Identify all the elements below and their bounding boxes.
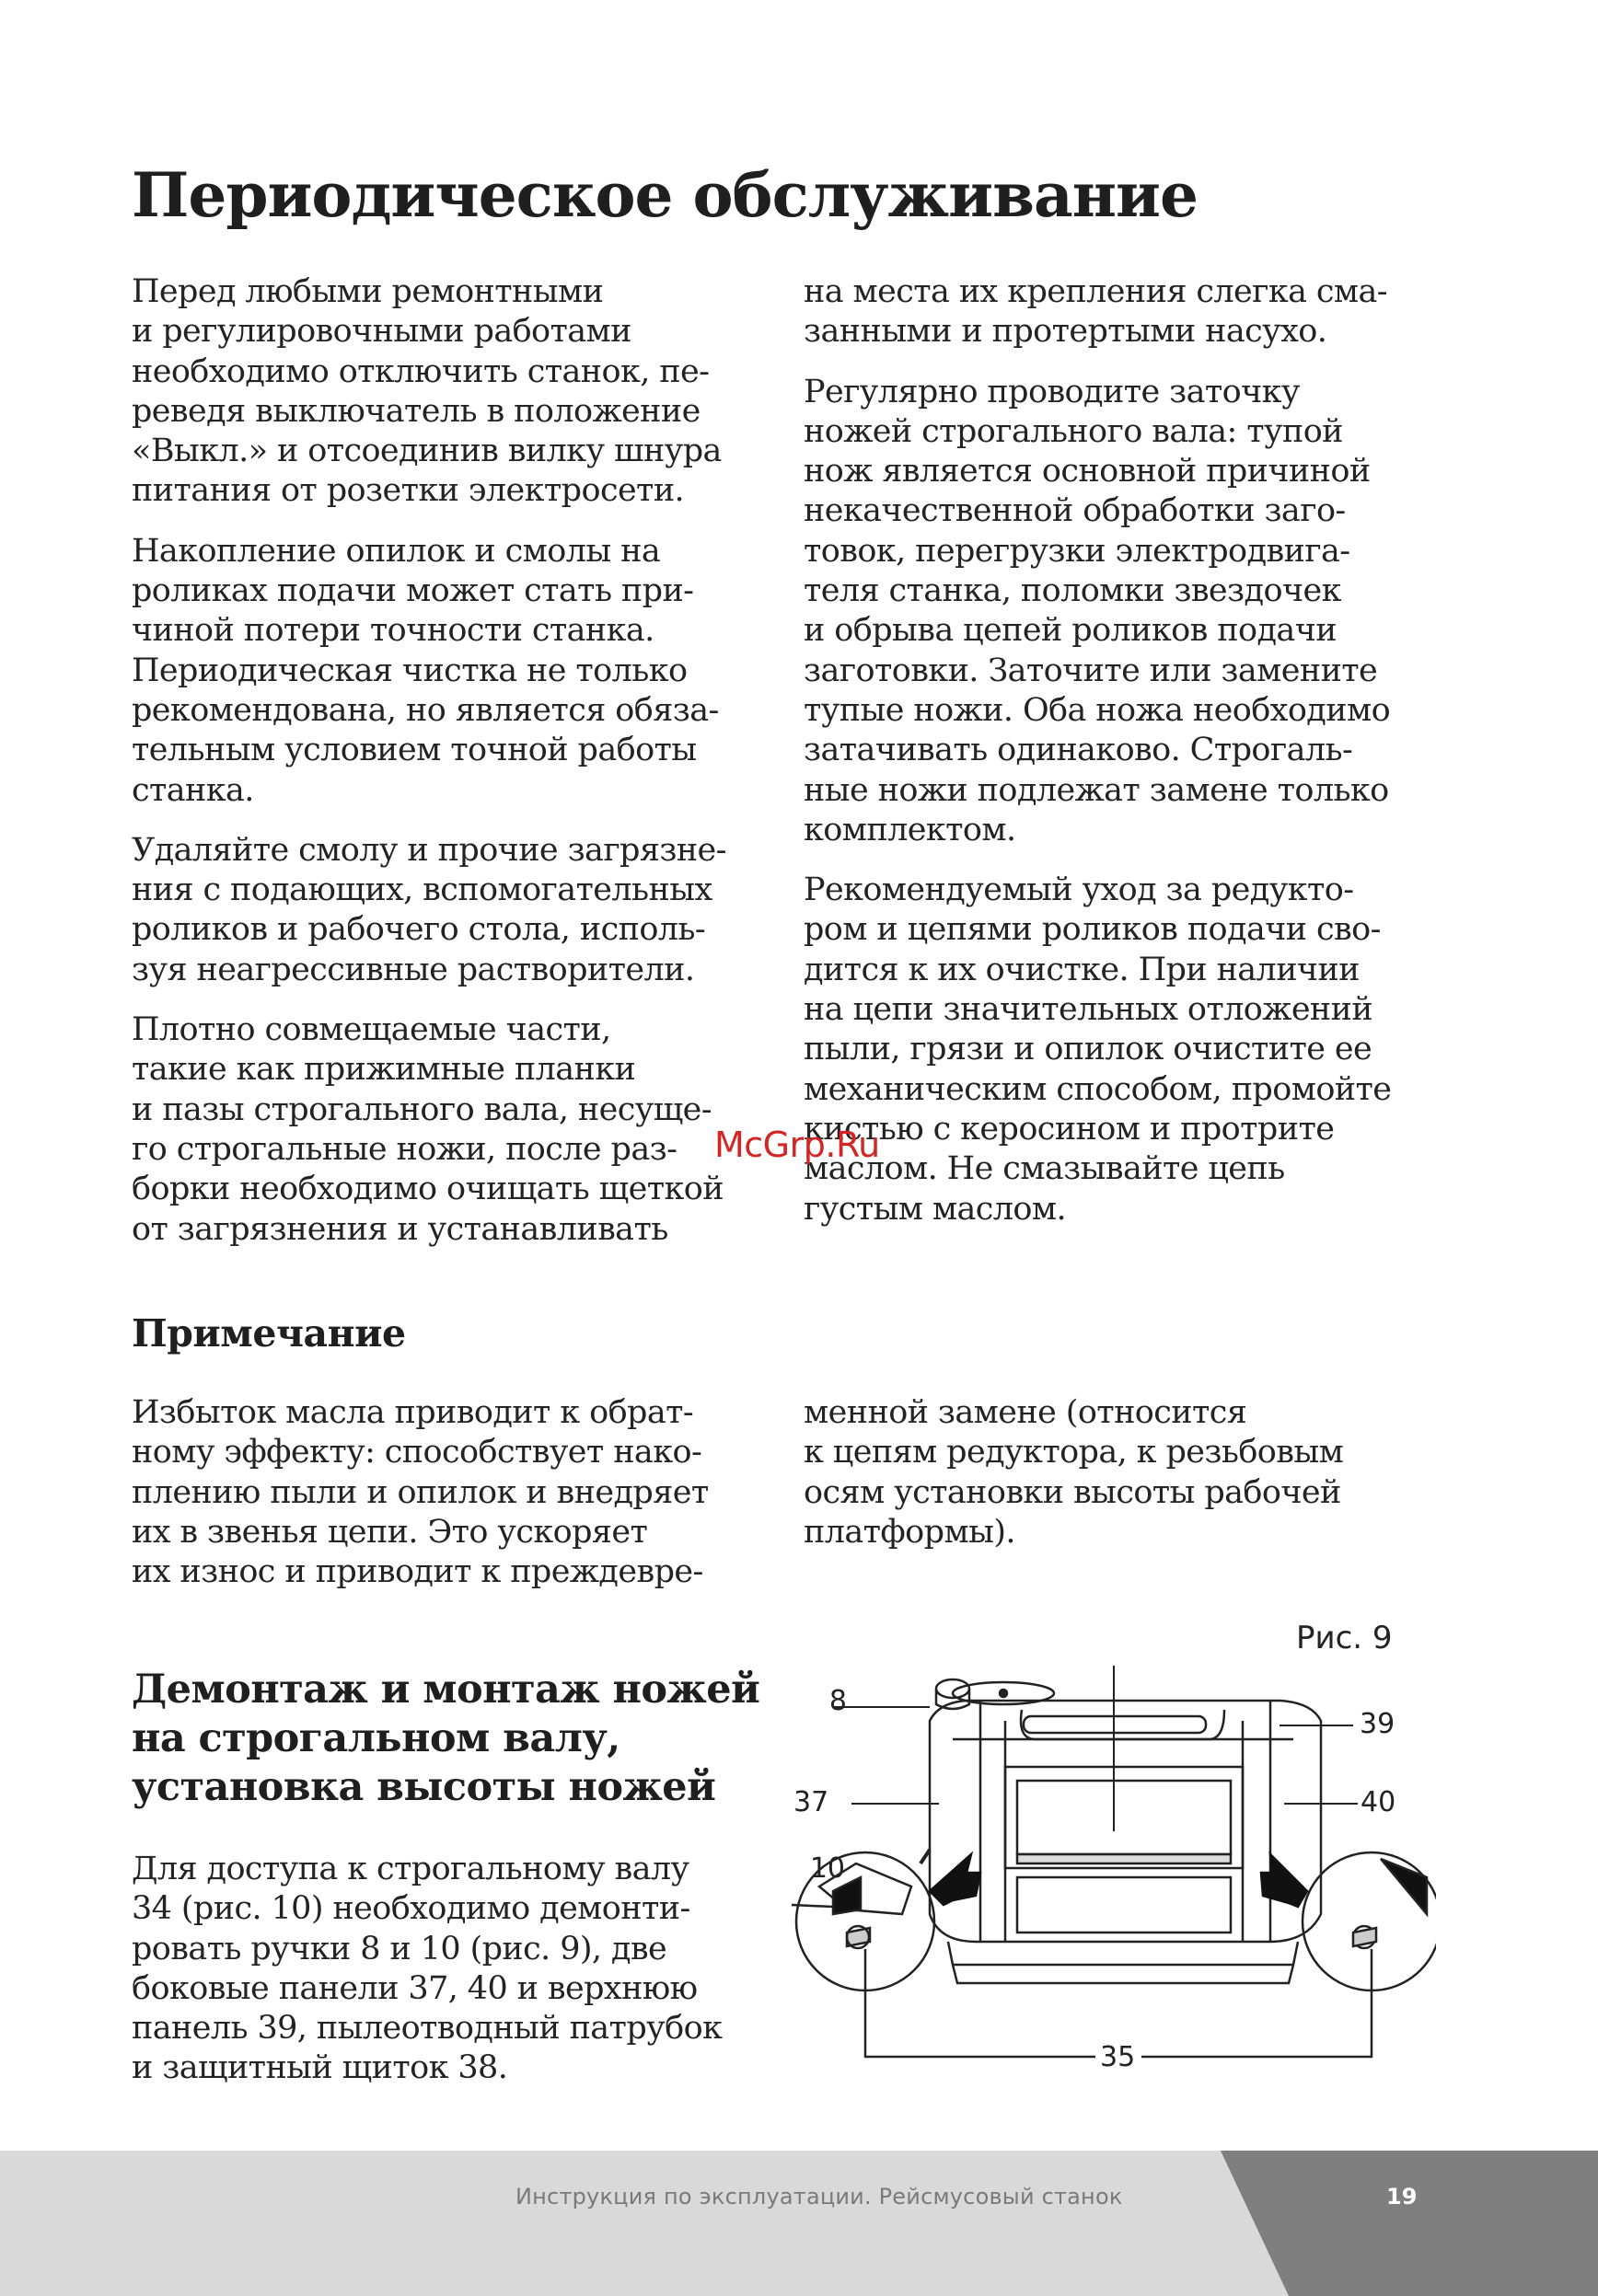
figure-caption: Рис. 9 [1296, 1620, 1393, 1656]
paragraph: на места их крепления слегка сма- занными и протертыми насухо. [804, 273, 1388, 351]
figure-label: 40 [1361, 1786, 1396, 1818]
page-title: Периодическое обслуживание [132, 159, 1198, 231]
figure-label: 8 [828, 1685, 847, 1717]
paragraph: Рекомендуемый уход за редукто- ром и цепями роликов подачи сво- дится к их очистке. При наличии на цепи значительных отложений пыли, грязи и опилок очистите ее механическим способом, промойте кистью с керосином и протрите маслом. Не смазывайте цепь густым маслом. [804, 871, 1392, 1228]
figure-label: 10 [809, 1852, 845, 1885]
note-paragraph: Избыток масла приводит к обрат- ному эффекту: способствует нако- плению пыли и опилок и внедряет их в звенья цепи. Это ускоряет их износ и приводит к преждевре- [132, 1394, 709, 1591]
page-number: 19 [1386, 2184, 1418, 2209]
footer-background [0, 2151, 1598, 2296]
paragraph: Перед любыми ремонтными и регулировочными работами необходимо отключить станок, пе- реведя выключатель в положение «Выкл.» и отсоединив вилку шнура питания от розетки электросети. [132, 273, 722, 510]
paragraph: Плотно совмещаемые части, такие как прижимные планки и пазы строгального вала, несуще- го строгальные ножи, после раз- борки необходимо очищать щеткой от загрязнения и устанавливать [132, 1011, 724, 1248]
paragraph: Накопление опилок и смолы на роликах подачи может стать при- чиной потери точности станка. Периодическая чистка не только рекомендована, но является обяза- тельным условием точной работы станка. [132, 532, 719, 809]
section-body [132, 1850, 758, 2109]
right-column [804, 272, 1430, 1250]
planer-figure [792, 1666, 1436, 2080]
section-paragraph: Для доступа к строгальному валу 34 (рис. 10) необходимо демонти- ровать ручки 8 и 10 (рис. 9), две боковые панели 37, 40 и верхнюю панель 39, пылеотводный патрубок и защитный щиток 38. [132, 1851, 723, 2087]
watermark-link[interactable]: McGrp.Ru [714, 1125, 880, 1165]
section-title: Демонтаж и монтаж ножей на строгальном валу, установка высоты ножей [132, 1667, 760, 1810]
paragraph: Удаляйте смолу и прочие загрязне- ния с подающих, вспомогательных роликов и рабочего стола, исполь- зуя неагрессивные растворители. [132, 831, 726, 988]
figure-label: 35 [1100, 2041, 1136, 2073]
left-column [132, 272, 758, 1270]
page-footer [0, 2151, 1598, 2296]
note-left-column [132, 1393, 758, 1612]
machine-body-illustration [792, 1666, 1436, 2057]
note-paragraph: менной замене (относится к цепям редуктора, к резьбовым осям установки высоты рабочей платформы). [804, 1394, 1344, 1551]
footer-title: Инструкция по эксплуатации. Рейсмусовый станок [515, 2184, 1123, 2209]
figure-label: 39 [1360, 1708, 1395, 1740]
figure-label: 37 [793, 1786, 829, 1818]
paragraph: Регулярно проводите заточку ножей строгального вала: тупой нож является основной причиной некачественной обработки заго- товок, перегрузки электродвига- теля станка, поломки звездочек и обрыва цепей роликов подачи заготовки. Заточите или замените тупые ножи. Оба ножа необходимо затачивать одинаково. Строгаль- ные ножи подлежат замене только комплектом. [804, 373, 1391, 848]
note-right-column [804, 1393, 1430, 1573]
note-title: Примечание [132, 1311, 406, 1356]
